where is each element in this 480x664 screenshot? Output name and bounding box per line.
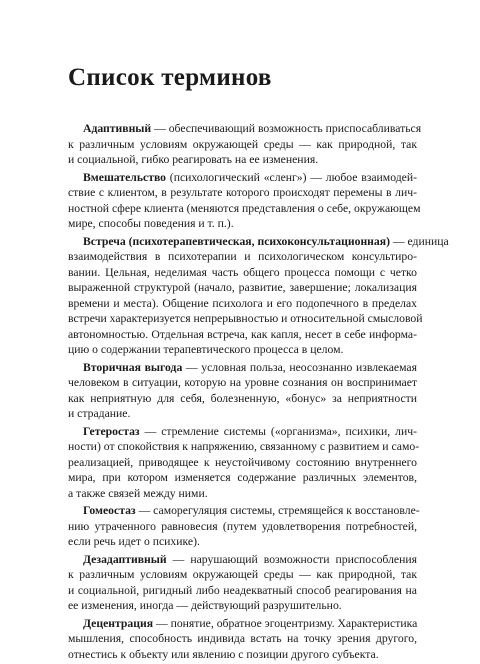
entry-text: — стремление системы («организма», психики, лич- <box>139 424 417 438</box>
entry-line <box>68 406 417 422</box>
entry-line <box>68 311 423 327</box>
entry-line <box>68 486 417 502</box>
entry-term: Вторичная выгода <box>83 360 183 374</box>
glossary-entry <box>68 616 417 663</box>
entry-text: (психологический «сленг») — любое взаимодей- <box>166 170 417 184</box>
entry-text: — понятие, обратное эгоцентризму. Характеристика <box>153 616 418 630</box>
entry-line <box>68 216 417 232</box>
entry-line <box>68 567 417 583</box>
entry-text: мире, способы поведения и т. п.). <box>68 217 234 230</box>
entry-line <box>68 455 417 471</box>
entry-text: отнестись к объекту или явлению с позиции другого субъекта. <box>68 647 379 661</box>
entry-line <box>68 598 417 614</box>
entry-line <box>68 391 417 407</box>
entry-text: времени и места). Общение психолога и его подопечного в пределах <box>68 296 417 310</box>
entry-line <box>68 327 417 343</box>
entry-text: к различным условиям окружающей среды — как природной, так <box>68 137 417 151</box>
entry-line <box>68 201 421 217</box>
entry-text: нию утраченного равновесия (путем удовлетворения потребностей, <box>68 519 417 533</box>
entry-line <box>68 647 417 663</box>
entry-text: и социальной, гибко реагировать на ее изменения. <box>68 153 319 166</box>
entry-text: — саморегуляция системы, стремящейся к восстановле- <box>135 504 420 517</box>
entry-line <box>68 470 417 486</box>
entry-term: Адаптивный <box>83 122 152 135</box>
entry-text: вании. Цельная, неделимая часть общего процесса помощи с четко <box>68 265 417 279</box>
entry-line <box>68 552 417 568</box>
entry-line <box>68 249 417 265</box>
entry-line <box>68 616 417 632</box>
entry-line <box>68 424 417 440</box>
entry-text: реализацией, приводящее к неустойчивому состоянию внутреннего <box>68 455 417 469</box>
entry-text: — единица <box>389 234 449 248</box>
glossary-entry <box>68 121 422 168</box>
entry-text: человеком в ситуации, которую на уровне сознания он воспринимает <box>68 376 417 389</box>
entry-term: Встреча (психотерапевтическая, психоконсультационная) <box>83 234 390 248</box>
entry-text: цию о содержании терапевтического процесса в целом. <box>68 343 344 356</box>
glossary-entry <box>68 424 420 502</box>
entry-line <box>68 137 417 153</box>
entry-term: Гетеростаз <box>83 424 140 438</box>
entry-line <box>68 265 417 281</box>
glossary-entry <box>68 170 421 232</box>
entry-text: автономностью. Отдельная встреча, как капля, несет в себе информа- <box>68 327 417 341</box>
entry-text: — обеспечивающий возможность приспосабливаться <box>151 122 422 135</box>
entry-term: Децентрация <box>83 616 154 630</box>
glossary-entry <box>68 234 449 358</box>
glossary-entry <box>68 552 417 614</box>
entry-line <box>68 280 417 296</box>
entry-line <box>68 152 417 168</box>
page-title: Список терминов <box>68 64 272 91</box>
entry-text: — условная польза, неосознанно извлекаемая <box>182 360 417 374</box>
entry-text: если речь идет о психике). <box>68 535 200 548</box>
entry-line <box>68 503 420 519</box>
entry-line <box>68 296 417 312</box>
entry-line <box>68 583 417 599</box>
entry-term: Гомеостаз <box>83 504 136 517</box>
glossary-entry <box>68 360 417 422</box>
entry-line <box>68 185 417 201</box>
entry-line <box>68 519 417 535</box>
entry-text: ности) от спокойствия к напряжению, связанному с развитием и само- <box>68 440 420 453</box>
entry-text: — нарушающий возможности приспособления <box>166 552 417 566</box>
entry-line <box>68 234 449 250</box>
entry-line <box>68 631 417 647</box>
entry-text: выраженной структурой (начало, развитие, завершение; локализация <box>68 281 417 294</box>
entry-text: и социальной, ригидный либо неадекватный способ реагирования на <box>68 583 417 597</box>
entry-line <box>68 121 422 137</box>
entry-text: а также связей между ними. <box>68 486 208 500</box>
entry-line <box>68 170 417 186</box>
entry-text: мышления, способность индивида встать на точку зрения другого, <box>68 632 417 645</box>
entry-line <box>68 375 417 391</box>
entry-text: ствие с клиентом, в результате которого происходят перемены в лич- <box>68 186 417 199</box>
entry-line <box>68 534 417 550</box>
entry-line <box>68 439 420 455</box>
entry-line <box>68 342 417 358</box>
glossary-list <box>68 121 449 664</box>
entry-term: Вмешательство <box>83 170 167 184</box>
entry-line <box>68 360 417 376</box>
entry-text: как неприятную для себя, болезненную, «бонус» за неприятности <box>68 391 417 405</box>
entry-text: к различным условиям окружающей среды — как природной, так <box>68 568 417 581</box>
entry-text: взаимодействия в психотерапии и психологическом консультиро- <box>68 250 417 263</box>
entry-text: мира, при котором изменяется содержание различных элементов, <box>68 471 417 484</box>
entry-text: ее изменения, иногда — действующий разрушительно. <box>68 599 342 612</box>
entry-text: встречи характеризуется непрерывностью и относительной смысловой <box>68 312 423 325</box>
entry-text: ностной сфере клиента (меняются представления о себе, окружающем <box>68 201 421 215</box>
entry-text: и страдание. <box>68 407 131 420</box>
entry-term: Дезадаптивный <box>83 552 167 566</box>
glossary-entry <box>68 503 420 550</box>
